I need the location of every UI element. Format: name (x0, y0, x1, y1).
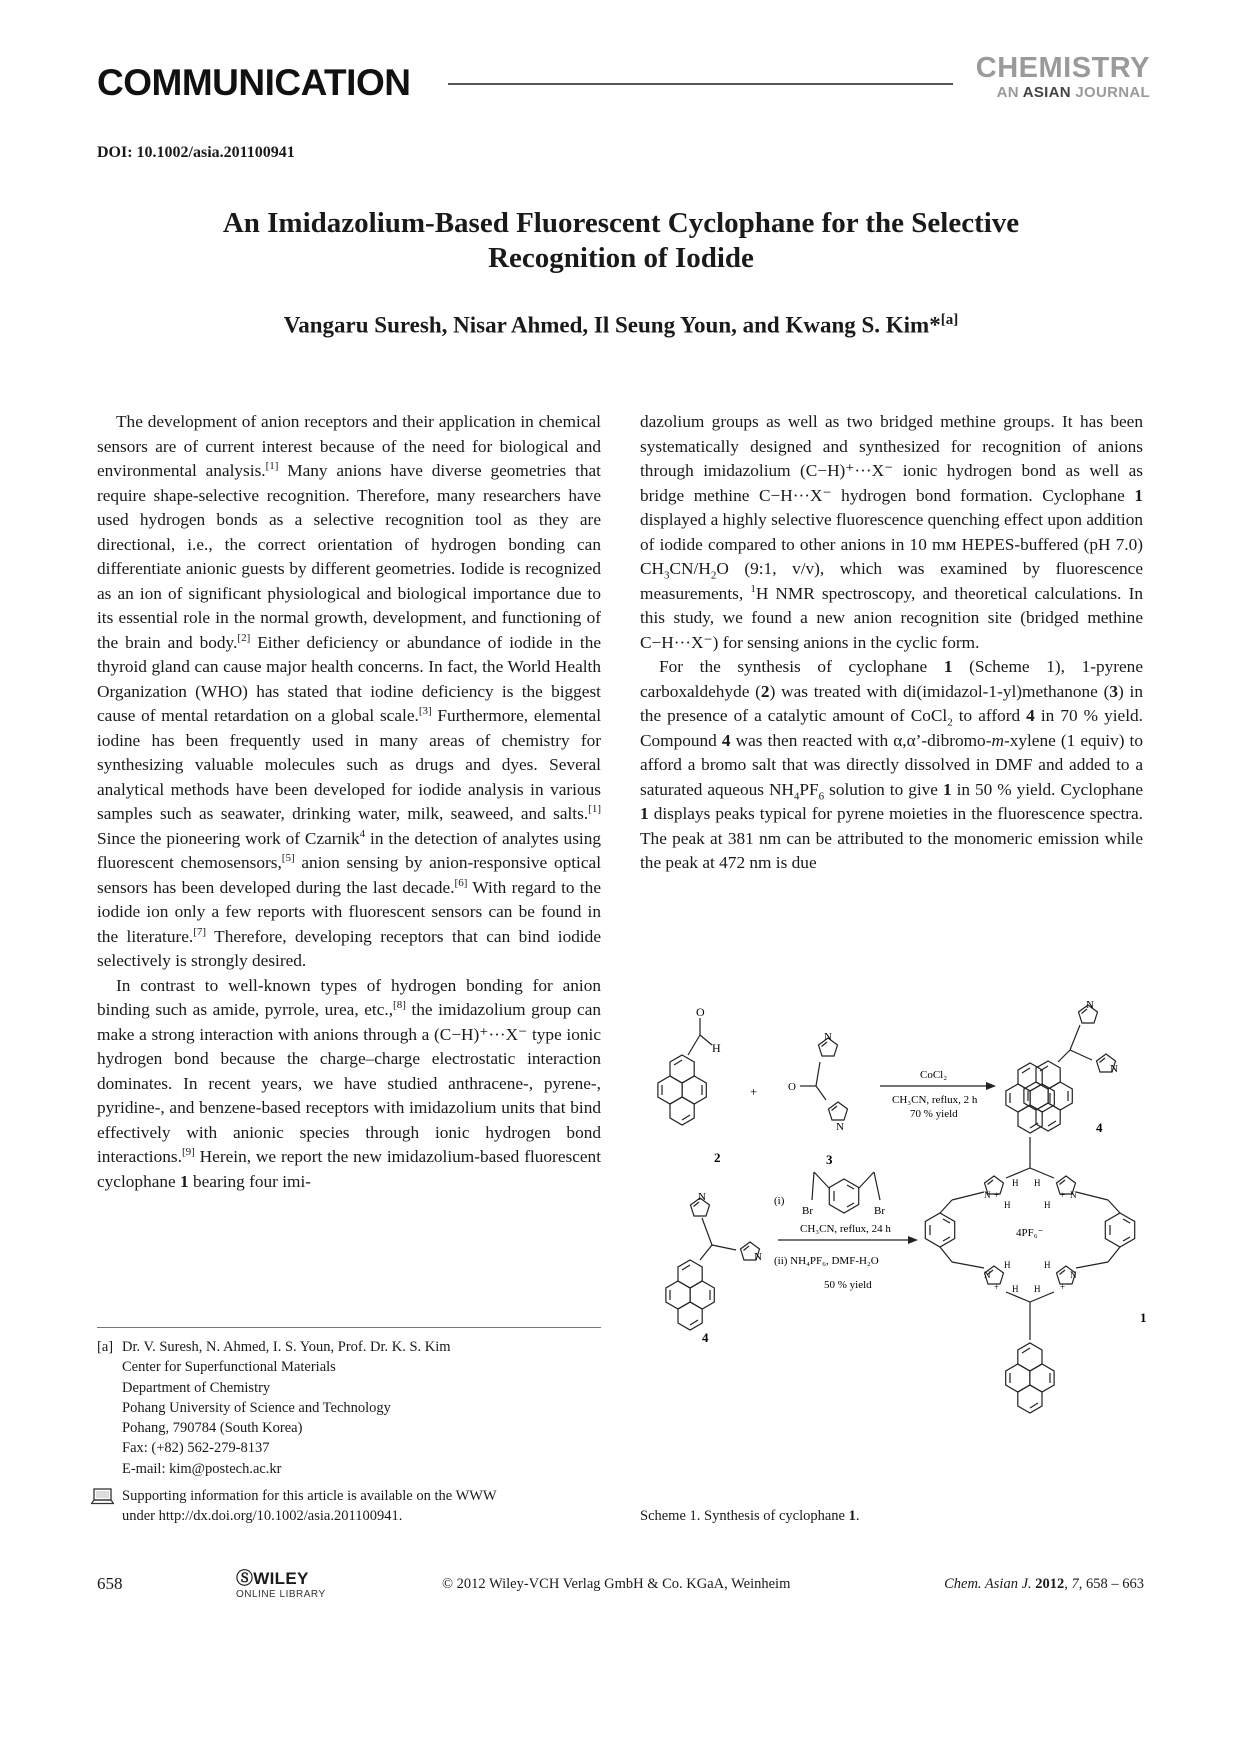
paragraph: The development of anion receptors and their application in chemical sensors are of current interest because of the need for biological and environmental analysis.[1] Many anions have diverse geometries that require shape-selective recognition. Therefore, many researchers have used hydrogen bonds as a selective recognition tool as they are directional, i.e., the correct orientation of hydrogen bonding can differentiate anionic guests by different geometries. Iodide is recognized as an ion of significant physiological and biological importance due to its essential role in the normal growth, development, and functioning of the brain and body.[2] Either deficiency or abundance of iodide in the thyroid gland can cause major health concerns. In fact, the World Health Organization (WHO) has stated that iodine deficiency is the biggest cause of mental retardation on a global scale.[3] Furthermore, elemental iodine has been frequently used in many areas of chemistry for synthesizing valuable molecules such as drugs and dyes. Several analytical methods have been developed for iodide analysis in various samples such as seawater, drinking water, milk, seaweed, and salts.[1] Since the pioneering work of Czarnik$^4$ in the detection of analytes using fluorescent chemosensors,[5] anion sensing by anion-responsive optical sensors has been developed during the last decade.[6] With regard to the iodide ion only a few reports with fluorescent sensors can be found in the literature.[7] Therefore, developing receptors that can bind iodide selectively is strongly desired. (97, 412, 602, 970)
yield-1: 70 % yield (910, 1108, 958, 1120)
atom-label: O (696, 1005, 705, 1019)
svg-text:H: H (1012, 1178, 1019, 1188)
scheme-1 (640, 1000, 1150, 1490)
svg-text:O: O (788, 1081, 796, 1093)
plus-sign: + (750, 1084, 758, 1099)
svg-text:Br: Br (874, 1205, 885, 1217)
citation-ref[interactable]: 4 (359, 827, 366, 840)
compound-label-4: 4 (1096, 1120, 1103, 1135)
citation-ref[interactable]: [1] (265, 460, 279, 473)
svg-text:Br: Br (802, 1205, 813, 1217)
citation-ref[interactable]: [6] (454, 876, 468, 889)
compound-label-1: 1 (1140, 1310, 1147, 1325)
svg-text:N: N (698, 1191, 706, 1203)
svg-text:N: N (1110, 1063, 1118, 1075)
journal-subtitle: AN ASIAN JOURNAL (996, 84, 1150, 101)
yield-2: 50 % yield (824, 1279, 872, 1291)
compound-label-3: 3 (826, 1152, 833, 1167)
svg-text:N: N (1070, 1270, 1077, 1280)
svg-text:N: N (984, 1270, 991, 1280)
reagent-cocl2: CoCl₂ (920, 1069, 948, 1081)
page-number: 658 (97, 1574, 123, 1593)
article-title: An Imidazolium-Based Fluorescent Cyclophane for the Selective Recognition of Iodide (222, 207, 1020, 274)
left-column (97, 410, 601, 1194)
citation-ref[interactable]: [1] (588, 803, 601, 816)
paragraph: dazolium groups as well as two bridged methine groups. It has been systematically designed and synthesized for recognition of anions through imidazolium (C−H)⁺···X⁻ ionic hydrogen bond as well as bridge methine C−H···X⁻ hydrogen bond formation. Cyclophane 1 displayed a highly selective fluorescence quenching effect upon addition of iodide compared to other anions in 10 mᴍ HEPES-buffered (pH 7.0) $CH_3CN/H_2O$ (9:1, v/v), which was examined by fluorescence measurements, $^1$H NMR spectroscopy, and theoretical calculations. In this study, we found a new anion recognition site (bridged methine C−H···X⁻) for sensing anions in the cyclic form. (640, 412, 1143, 652)
laptop-icon (91, 1488, 114, 1505)
paragraph: For the synthesis of cyclophane 1 (Scheme 1), 1-pyrene carboxaldehyde (2) was treated with di(imidazol-1-yl)methanone (3) in the presence of a catalytic amount of CoCl$_2$ to afford 4 in 70 % yield. Compound 4 was then reacted with α,α’-dibromo-m-xylene (1 equiv) to afford a bromo salt that was directly dissolved in DMF and added to a saturated aqueous $NH_4PF_6$ solution to give 1 in 50 % yield. Cyclophane 1 displays peaks typical for pyrene moieties in the fluorescence spectra. The peak at 381 nm can be attributed to the monomeric emission while the peak at 472 nm is due (640, 657, 1144, 872)
atom-label: H (712, 1041, 721, 1055)
step-i: (i) (774, 1195, 785, 1207)
citation-ref[interactable]: [2] (237, 631, 251, 644)
citation-ref[interactable]: [7] (193, 925, 207, 938)
citation-ref[interactable]: [8] (393, 999, 406, 1012)
journal-name: CHEMISTRY (975, 52, 1150, 84)
email-link[interactable]: E-mail: kim@postech.ac.kr (122, 1460, 282, 1477)
right-column (640, 410, 1143, 876)
svg-text:H: H (1012, 1284, 1019, 1294)
compound-label-4: 4 (702, 1330, 709, 1345)
dibromo-xylene-structure (802, 1172, 885, 1217)
svg-text:+: + (994, 1190, 1000, 1200)
paragraph: In contrast to well-known types of hydrogen bonding for anion binding such as amide, pyrrole, urea, etc.,[8] the imidazolium group can make a strong interaction with anions through a (C−H)⁺···X⁻ type ionic hydrogen bond because the charge–charge electrostatic interaction dominates. In recent years, we have studied anthracene-, pyrene-, pyridine-, and benzene-based receptors with imidazolium units that bind effectively with anionic species through ionic hydrogen bond interactions.[9] Herein, we report the new imidazolium-based fluorescent cyclophane 1 bearing four imi- (97, 975, 602, 1191)
doi[interactable]: DOI: 10.1002/asia.201100941 (97, 144, 295, 161)
svg-text:H: H (1004, 1260, 1011, 1270)
supporting-info-link[interactable]: under http://dx.doi.org/10.1002/asia.201100941. (122, 1508, 403, 1525)
svg-text:N: N (824, 1031, 832, 1043)
svg-text:+: + (1060, 1190, 1066, 1200)
scheme-caption: Scheme 1. Synthesis of cyclophane 1. (640, 1508, 860, 1524)
arrow-head (908, 1236, 918, 1244)
authors: Vangaru Suresh, Nisar Ahmed, Il Seung Youn, and Kwang S. Kim*[a] (283, 312, 959, 338)
wiley-logo[interactable]: ⓈWILEY ONLINE LIBRARY (236, 1569, 326, 1600)
counterion: 4PF₆⁻ (1016, 1227, 1044, 1239)
compound-3-structure (788, 1031, 848, 1133)
svg-text:H: H (1034, 1178, 1041, 1188)
citation-ref[interactable]: [3] (418, 705, 432, 718)
svg-text:H: H (1044, 1200, 1051, 1210)
svg-text:H: H (1044, 1260, 1051, 1270)
svg-text:N: N (1070, 1190, 1077, 1200)
condition-1: CH₃CN, reflux, 2 h (892, 1094, 978, 1106)
compound-4-structure (666, 1191, 762, 1330)
compound-4-structure (1024, 1000, 1118, 1131)
svg-text:+: + (994, 1282, 1000, 1292)
copyright: © 2012 Wiley-VCH Verlag GmbH & Co. KGaA, Weinheim (442, 1576, 791, 1592)
svg-text:N: N (984, 1190, 991, 1200)
step-ii: (ii) NH₄PF₆, DMF-H₂O (774, 1255, 879, 1267)
affiliation-footnote: [a] Dr. V. Suresh, N. Ahmed, I. S. Youn, Prof. Dr. K. S. Kim Center for Superfunctional Materials Department of Chemistry Pohang University of Science and Technology Pohang, 790784 (South Korea) Fax: (+82) 562-279-8137 E-mail: kim@postech.ac.kr (97, 1337, 601, 1479)
condition-2: CH₃CN, reflux, 24 h (800, 1223, 891, 1235)
svg-text:+: + (1060, 1282, 1066, 1292)
section-label: COMMUNICATION (97, 62, 411, 103)
svg-text:N: N (836, 1121, 844, 1133)
citation-ref[interactable]: [9] (181, 1146, 195, 1159)
arrow-head (986, 1082, 996, 1090)
compound-2-structure (658, 1005, 721, 1125)
footnote-rule (97, 1327, 601, 1328)
svg-text:H: H (1004, 1200, 1011, 1210)
compound-label-2: 2 (714, 1150, 721, 1165)
svg-text:N: N (754, 1251, 762, 1263)
citation-ref[interactable]: [5] (281, 852, 295, 865)
header-rule (448, 83, 953, 85)
svg-text:N: N (1086, 1000, 1094, 1011)
journal-citation: Chem. Asian J. 2012, 7, 658 – 663 (944, 1576, 1144, 1592)
svg-text:H: H (1034, 1284, 1041, 1294)
supporting-info: Supporting information for this article is available on the WWW under http://dx.doi.org/10.1002/asia.201100941. (91, 1486, 601, 1527)
journal-logo (976, 53, 1150, 103)
